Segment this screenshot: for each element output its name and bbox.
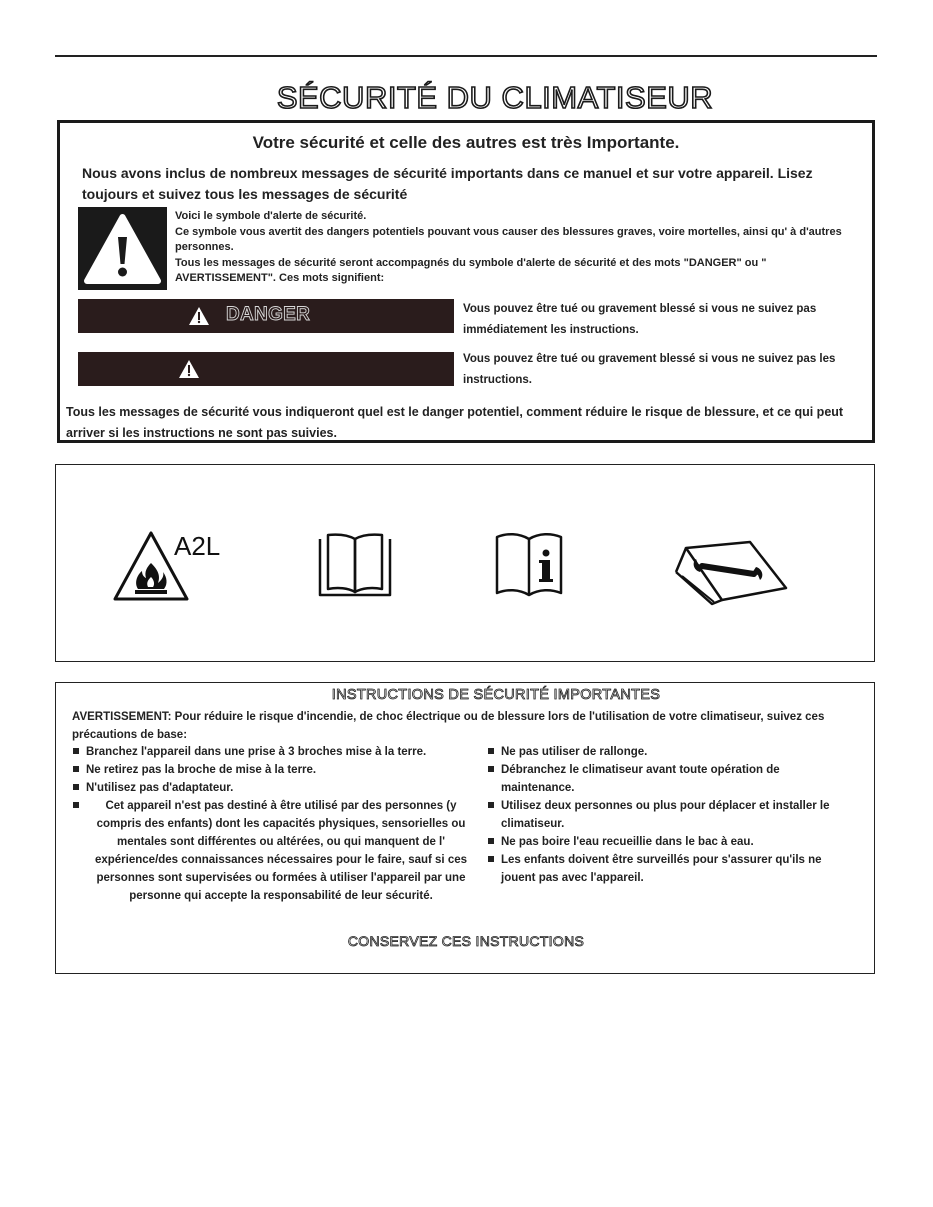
operator-manual-icon [314, 531, 396, 599]
list-item: N'utilisez pas d'adaptateur. [86, 779, 476, 797]
list-item: Ne pas boire l'eau recueillie dans le bac à eau. [501, 833, 851, 851]
list-item: Ne pas utiliser de rallonge. [501, 743, 851, 761]
danger-label: DANGER [226, 304, 311, 325]
symbols-box [55, 464, 875, 662]
list-item: Les enfants doivent être surveillés pour s'assurer qu'ils ne jouent pas avec l'appareil. [501, 851, 851, 887]
information-manual-icon [493, 531, 565, 597]
list-item: Utilisez deux personnes ou plus pour déplacer et installer le climatiseur. [501, 797, 851, 833]
symbol-line: Ce symbole vous avertit des dangers potentiels pouvant vous causer des blessures graves, voire mortelles, ainsi qu' à d'autres personnes. [175, 225, 842, 253]
page-title: SÉCURITÉ DU CLIMATISEUR [276, 80, 714, 115]
instructions-right-list [501, 743, 851, 887]
safety-alert-symbol-icon [78, 207, 167, 290]
safety-box-title: Votre sécurité et celle des autres est très Importante. [252, 133, 680, 152]
instructions-left-list [86, 743, 476, 905]
bullet-icon [488, 838, 494, 844]
bullet-icon [73, 784, 79, 790]
danger-banner [78, 299, 454, 333]
symbol-line: Tous les messages de sécurité seront accompagnés du symbole d'alerte de sécurité et des mots "DANGER" ou " AVERTISSEMENT". Ces mots signifient: [175, 256, 767, 284]
instructions-title: INSTRUCTIONS DE SÉCURITÉ IMPORTANTES [331, 687, 661, 703]
instructions-footer: CONSERVEZ CES INSTRUCTIONS [347, 933, 585, 949]
bullet-icon [488, 748, 494, 754]
warning-triangle-icon [178, 359, 200, 379]
flammable-code: A2L [174, 531, 221, 561]
list-item: Ne retirez pas la broche de mise à la terre. [86, 761, 476, 779]
list-item: Débranchez le climatiseur avant toute opération de maintenance. [501, 761, 851, 797]
danger-description: Vous pouvez être tué ou gravement blessé si vous ne suivez pas immédiatement les instructions. [463, 303, 817, 336]
instructions-box [55, 682, 875, 974]
instructions-intro: AVERTISSEMENT: Pour réduire le risque d'incendie, de choc électrique ou de blessure lors de l'utilisation de votre climatiseur, suivez ces précautions de base: [72, 711, 825, 741]
bullet-icon [488, 766, 494, 772]
safety-box-intro: Nous avons inclus de nombreux messages de sécurité importants dans ce manuel et sur votre appareil. Lisez toujours et suivez tous les messages de sécurité [82, 165, 813, 202]
list-item: Cet appareil n'est pas destiné à être utilisé par des personnes (y compris des enfants) dont les capacités physiques, sensorielles ou mentales sont différentes ou altérées, ou qui manquent de l' expérience/des connaissances nécessaires pour le faire, sauf si ces personnes sont supervisées ou formées à utiliser l'appareil par une personne qui accepte la responsabilité de leur sécurité. [86, 797, 476, 905]
safety-alert-box [57, 120, 875, 443]
warning-triangle-icon [188, 306, 210, 326]
service-manual-icon [668, 540, 790, 606]
safety-symbol-explanation [175, 209, 865, 287]
bullet-icon [73, 766, 79, 772]
bullet-icon [488, 856, 494, 862]
list-item: Branchez l'appareil dans une prise à 3 broches mise à la terre. [86, 743, 476, 761]
safety-box-footer: Tous les messages de sécurité vous indiqueront quel est le danger potentiel, comment réduire le risque de blessure, et ce qui peut arriver si les instructions ne sont pas suivies. [66, 405, 844, 440]
bullet-icon [488, 802, 494, 808]
top-rule [55, 55, 877, 57]
warning-banner [78, 352, 454, 386]
bullet-icon [73, 802, 79, 808]
flammable-a2l-icon [111, 527, 221, 605]
bullet-icon [73, 748, 79, 754]
warning-description: Vous pouvez être tué ou gravement blessé si vous ne suivez pas les instructions. [463, 353, 836, 386]
symbol-line: Voici le symbole d'alerte de sécurité. [175, 210, 367, 222]
